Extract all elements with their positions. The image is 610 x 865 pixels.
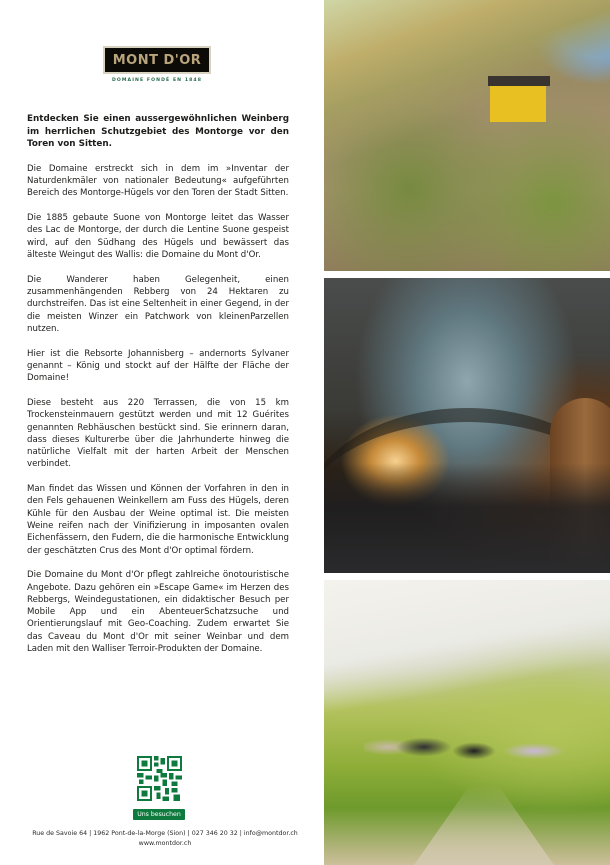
paragraph: Hier ist die Rebsorte Johannisberg – andernorts Sylvaner genannt – König und stockt auf der Hälfte der Fläche der Domaine! [27, 348, 289, 384]
logo-box [103, 46, 211, 74]
paragraph: Die 1885 gebaute Suone von Montorge leitet das Wasser des Lac de Montorge, der durch die Lentine Suone gespeist wird, auf den Südhang des Hügels und bewässert das älteste Weingut des Wallis: die Domaine du Mont d'Or. [27, 213, 289, 261]
visit-cta[interactable] [133, 756, 185, 820]
wine-cellar-photo [324, 278, 610, 573]
logo-tagline: DOMAINE FONDÉ EN 1848 [111, 78, 203, 83]
vineyard-terraces-photo [324, 0, 610, 271]
brand-logo [103, 46, 211, 83]
footer-address: Rue de Savoie 64 | 1962 Pont-de-la-Morge (Sion) | 027 346 20 32 | info@montdor.ch [32, 830, 298, 837]
footer [20, 829, 310, 849]
paragraph: Diese besteht aus 220 Terrassen, die von 15 km Trockensteinmauern gestützt werden und mit 12 Guérites genannten Rebhäuschen bestückt sind. Sie erinnern daran, dass dieses Kulturerbe über die Jahrhunderte hinweg die natürliche Vielfalt mit der harten Arbeit der Menschen verbindet. [27, 397, 289, 470]
qr-code-icon[interactable] [137, 756, 182, 801]
lead-paragraph: Entdecken Sie einen aussergewöhnlichen Weinberg im herrlichen Schutzgebiet des Montorge vor den Toren von Sitten. [27, 114, 289, 149]
logo-text: MONT D'OR [112, 52, 202, 68]
paragraph: Man findet das Wissen und Können der Vorfahren in den in den Fels gehauenen Weinkellern am Fuss des Hügels, deren Kühle für den Ausbau der Weine optimal ist. Die meisten Weine reifen nach der Vinifizierung in imposanten ovalen Eichenfässern, den Fudern, die die harmonische Entwicklung der geschätzten Crus des Mont d'Or optimal fördern. [27, 484, 289, 556]
hiking-path [414, 785, 554, 865]
vineyard-hut [490, 84, 546, 122]
paragraph: Die Domaine erstreckt sich in dem im »Inventar der Naturdenkmäler von nationaler Bedeutung« aufgeführten Bereich des Montorge-Hügels vor den Toren der Stadt Sitten. [27, 163, 289, 199]
visit-button[interactable]: Uns besuchen [133, 809, 185, 820]
paragraph: Die Wanderer haben Gelegenheit, einen zusammenhängenden Rebberg von 24 Hektaren zu durchstreifen. Das ist eine Seltenheit in einer Gegend, in der die meisten Winzer ein Patchwork von kleinenParzellen nutzen. [27, 274, 289, 334]
article-body [27, 113, 289, 668]
vineyard-hike-photo [324, 580, 610, 865]
visitor-group [324, 463, 610, 573]
hikers [364, 715, 564, 795]
footer-website[interactable]: www.montdor.ch [138, 840, 192, 847]
paragraph: Die Domaine du Mont d'Or pflegt zahlreiche önotouristische Angebote. Dazu gehören ein »Escape Game« im Herzen des Rebbergs, Weindegustationen, ein didaktischer Besuch per Mobile App und ein AbenteuerSchatzsuche und Orientierungslauf mit Geo-Coaching. Zudem erwartet Sie das Caveau du Mont d'Or mit seiner Weinbar und dem Laden mit den Walliser Terroir-Produkten der Domaine. [27, 570, 289, 655]
